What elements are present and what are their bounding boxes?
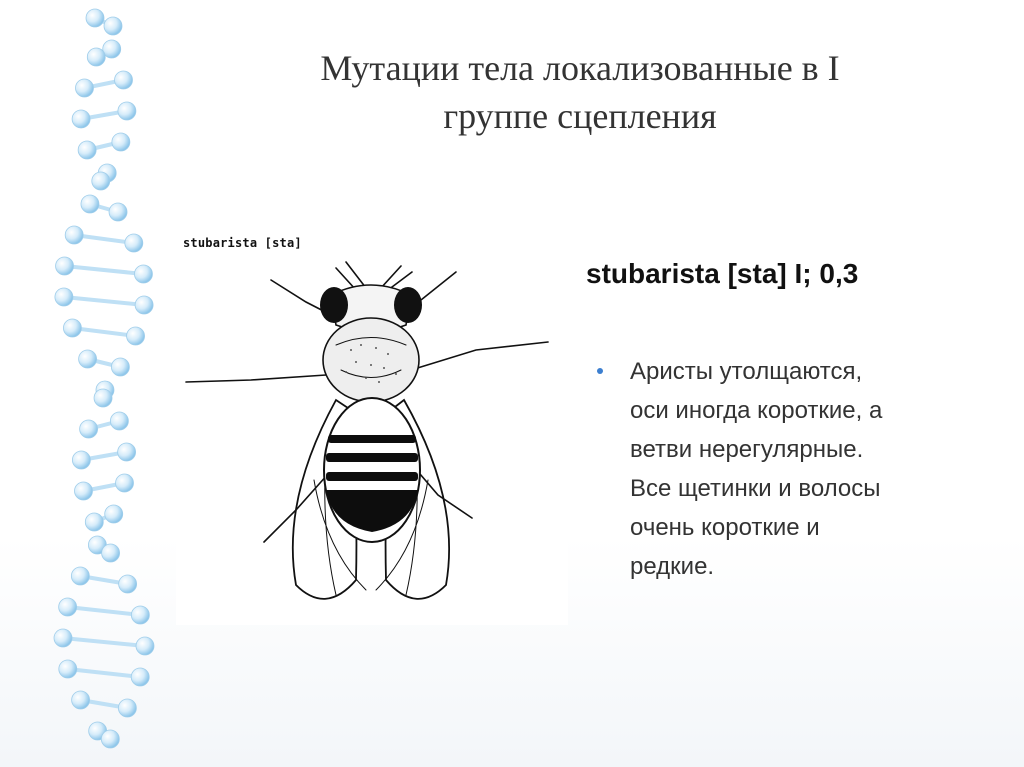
dna-node: [87, 48, 105, 66]
title-line-2: группе сцепления: [443, 96, 717, 136]
dna-node: [59, 598, 77, 616]
description-list: [597, 352, 1007, 586]
bullet-line: Аристы утолщаются,: [630, 358, 863, 385]
dna-node: [65, 226, 83, 244]
dna-node: [119, 575, 137, 593]
dna-node: [105, 505, 123, 523]
dna-node: [118, 443, 136, 461]
dna-helix-decoration: [0, 0, 200, 767]
dna-node: [111, 358, 129, 376]
bullet-line: ветви нерегулярные.: [630, 436, 864, 463]
dna-node: [135, 296, 153, 314]
dna-node: [56, 257, 74, 275]
dna-node: [86, 9, 104, 27]
dna-node: [75, 79, 93, 97]
dna-node: [80, 420, 98, 438]
dna-node: [63, 319, 81, 337]
dna-node: [79, 350, 97, 368]
dna-node: [131, 668, 149, 686]
dna-node: [54, 629, 72, 647]
dna-rung: [72, 328, 135, 336]
dna-rung: [65, 266, 144, 274]
bullet-line: оси иногда короткие, а: [630, 397, 883, 424]
dna-node: [72, 451, 90, 469]
description-bullet: [597, 352, 1007, 586]
fly-illustration: [176, 250, 568, 620]
dna-node: [112, 133, 130, 151]
dna-node: [94, 389, 112, 407]
dna-node: [127, 327, 145, 345]
dna-node: [104, 17, 122, 35]
bullet-line: очень короткие и: [630, 514, 820, 541]
dna-node: [102, 544, 120, 562]
dna-node: [92, 172, 110, 190]
dna-rung: [64, 297, 144, 305]
dna-node: [125, 234, 143, 252]
dna-rung: [68, 669, 140, 677]
mutation-subheading: stubarista [sta] I; 0,3: [586, 258, 859, 289]
dna-node: [72, 691, 90, 709]
dna-node: [59, 660, 77, 678]
dna-node: [71, 567, 89, 585]
dna-node: [78, 141, 96, 159]
dna-node: [115, 71, 133, 89]
dna-rung: [68, 607, 141, 615]
title-line-1: Мутации тела локализованные в I: [320, 48, 840, 88]
dna-node: [85, 513, 103, 531]
bullet-line: редкие.: [630, 553, 715, 580]
slide-title: [200, 44, 960, 140]
figure-caption: stubarista [sta]: [183, 236, 302, 250]
dna-node: [55, 288, 73, 306]
dna-node: [101, 730, 119, 748]
dna-node: [131, 606, 149, 624]
dna-node: [136, 637, 154, 655]
dna-node: [118, 102, 136, 120]
dna-node: [109, 203, 127, 221]
dna-rung: [63, 638, 145, 646]
dna-node: [116, 474, 134, 492]
dna-node: [118, 699, 136, 717]
dna-node: [72, 110, 90, 128]
dna-node: [74, 482, 92, 500]
bullet-line: Все щетинки и волосы: [630, 475, 881, 502]
dna-node: [81, 195, 99, 213]
dna-node: [110, 412, 128, 430]
bullet-dot-icon: [597, 368, 603, 374]
dna-node: [134, 265, 152, 283]
